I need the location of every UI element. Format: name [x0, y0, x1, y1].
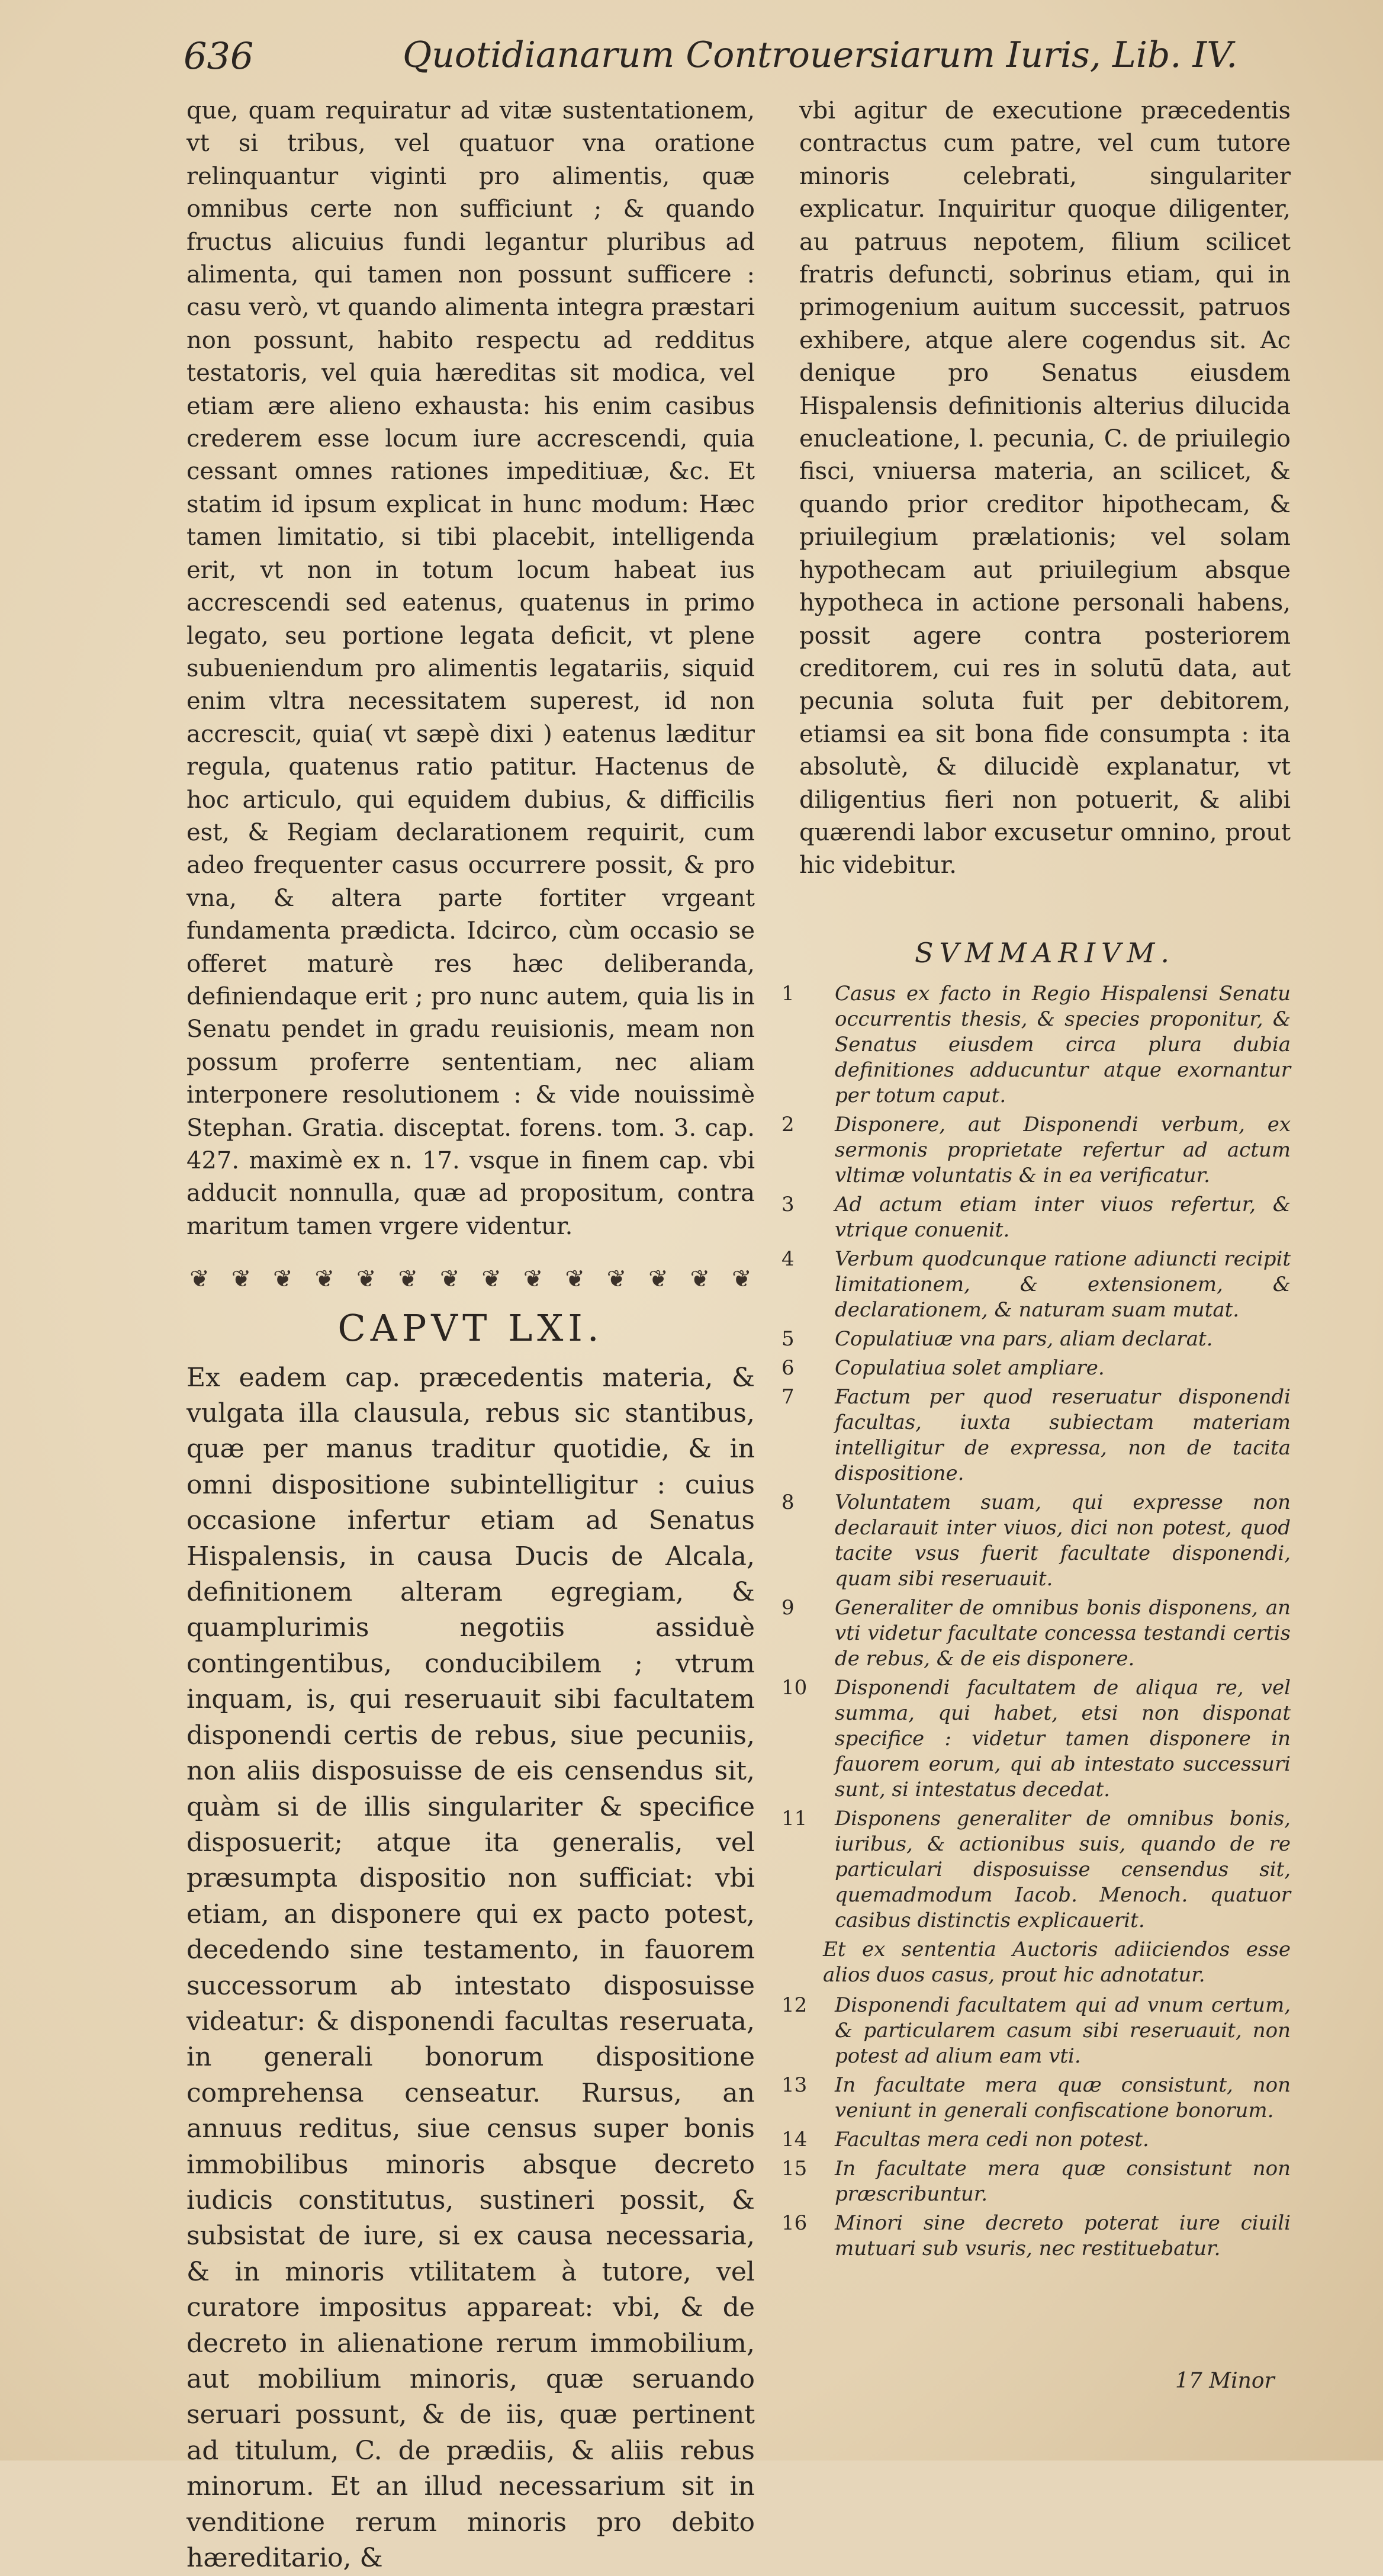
summarium-note: Et ex sententia Auctoris adiiciendos esse alios duos casus, prout hic adnotatur.: [823, 1938, 1291, 1987]
summarium-item: [781, 1490, 1291, 1592]
summarium-item: [781, 1385, 1291, 1486]
summarium-item-number: 11: [781, 1807, 808, 1831]
summarium-item-text: In facultate mera quæ consistunt non præscribuntur.: [835, 2157, 1291, 2206]
fleuron-icon: ❦: [231, 1265, 252, 1293]
chapter-title: CAPVT LXI.: [337, 1306, 604, 1350]
summarium-item-text: Casus ex facto in Regio Hispalensi Senatu occurrentis thesis, & species proponitur, & Senatus eiusdem circa plura dubia definitiones adducuntur atque exornantur per totum caput.: [835, 982, 1291, 1108]
summarium-item: [781, 1675, 1291, 1803]
summarium-item-text: Copulatiuæ vna pars, aliam declarat.: [835, 1327, 1213, 1351]
summarium-item: [781, 1112, 1291, 1189]
summarium-item-text: Voluntatem suam, qui expresse non declarauit inter viuos, dici non potest, quod tacite vsus fuerit facultate disponendi, quam sibi reseruauit.: [835, 1491, 1291, 1591]
summarium-item-number: 5: [781, 1327, 795, 1351]
fleuron-icon: ❦: [314, 1265, 335, 1293]
summarium-item-number: 14: [781, 2128, 808, 2152]
summarium-item-text: In facultate mera quæ consistunt, non veniunt in generali confiscatione bonorum.: [835, 2073, 1291, 2123]
catchword: 17 Minor: [1175, 2369, 1275, 2393]
summarium-item: [781, 1595, 1291, 1672]
summarium-item-text: Verbum quodcunque ratione adiuncti recipit limitationem, & extensionem, & declarationem, & naturam suam mutat.: [835, 1247, 1291, 1322]
summarium-item: [781, 1247, 1291, 1323]
fleuron-icon: ❦: [690, 1265, 710, 1293]
fleuron-icon: ❦: [732, 1265, 752, 1293]
summarium-item-number: 15: [781, 2157, 808, 2181]
summarium-item-text: Ad actum etiam inter viuos refertur, & vtrique conuenit.: [835, 1193, 1291, 1242]
summarium-item-text: Factum per quod reseruatur disponendi facultas, iuxta subiectam materiam intelligitur de expressa, non de tacita dispositione.: [835, 1385, 1291, 1486]
ornamental-divider: [186, 1264, 755, 1294]
page-number: 636: [184, 34, 254, 78]
summarium-item-number: 1: [781, 982, 795, 1006]
summarium-item-text: Minori sine decreto poterat iure ciuili mutuari sub vsuris, nec restituebatur.: [835, 2211, 1291, 2261]
chapter-argument: Ex eadem cap. præcedentis materia, & vulgata illa clausula, rebus sic stantibus, quæ per manus traditur quotidie, & in omni dispositione subintelligitur : cuius occasione infertur etiam ad Senatus Hispalensis, in causa Ducis de Alcala, definitionem alteram egregiam, & quamplurimis negotiis assiduè contingentibus, conducibilem ; vtrum inquam, is, qui reseruauit sibi facultatem disponendi certis de rebus, siue pecuniis, non aliis disposuisse de eis censendus sit, quàm si de illis singulariter & specifice disposuerit; atque ita generalis, vel præsumpta dispositio non sufficiat: vbi etiam, an disponere qui ex pacto potest, decedendo sine testamento, in fauorem successorum ab intestato disposuisse videatur: & disponendi facultas reseruata, in generali bonorum dispositione comprehensa censeatur. Rursus, an annuus reditus, siue census super bonis immobilibus minoris absque decreto iudicis constitutus, sustineri possit, & subsistat de iure, si ex causa necessaria, & in minoris vtilitatem à tutore, vel curatore impositus appareat: vbi, & de decreto in alienatione rerum immobilium, aut mobilium minoris, quæ seruando seruari possunt, & de iis, quæ pertinent ad titulum, C. de prædiis, & aliis rebus minorum. Et an illud necessarium sit in venditione rerum minoris pro debito hæreditario, &: [186, 1362, 755, 2574]
summarium-item: [781, 2127, 1291, 2153]
summarium-item-text: Facultas mera cedi non potest.: [835, 2128, 1149, 2152]
fleuron-icon: ❦: [356, 1265, 377, 1293]
continuation-paragraph-right: vbi agitur de executione præcedentis contractus cum patre, vel cum tutore minoris celebrati, singulariter explicatur. Inquiritur quoque diligenter, au patruus nepotem, filium scilicet fratris defuncti, sobrinus etiam, qui in primogenium auitum successit, patruos exhibere, atque alere cogendus sit. Ac denique pro Senatus eiusdem Hispalensis definitionis alterius dilucida enucleatione, l. pecunia, C. de priuilegio fisci, vniuersa materia, an scilicet, & quando prior creditor hipothecam, & priuilegium prælationis; vel solam hypothecam aut priuilegium absque hypotheca in actione personali habens, possit agere contra posteriorem creditorem, cui res in solutū data, aut pecunia soluta fuit per debitorem, etiamsi ea sit bona fide consumpta : ita absolutè, & dilucidè explanatur, vt diligentius fieri non potuerit, & alibi quærendi labor excusetur omnino, prout hic videbitur.: [799, 97, 1291, 879]
summarium-item: [781, 1806, 1291, 1933]
summarium-item: [781, 2156, 1291, 2207]
summarium-item-number: 16: [781, 2211, 808, 2235]
summarium-item-number: 8: [781, 1491, 795, 1515]
summarium-heading: SVMMARIVM.: [915, 936, 1175, 969]
summarium-item-text: Disponens generaliter de omnibus bonis, iuribus, & actionibus suis, quando de re particulari disposuisse censendus sit, quemadmodum Iacob. Menoch. quatuor casibus distinctis explicauerit.: [835, 1807, 1291, 1933]
fleuron-icon: ❦: [481, 1265, 501, 1293]
summarium-item-text: Disponere, aut Disponendi verbum, ex sermonis proprietate refertur ad actum vltimæ voluntatis & in ea verificatur.: [835, 1113, 1291, 1188]
summarium-item-number: 6: [781, 1356, 795, 1380]
fleuron-icon: ❦: [523, 1265, 543, 1293]
summarium-item-number: 7: [781, 1385, 795, 1409]
running-title: Quotidianarum Controuersiarum Iuris, Lib. IV.: [403, 34, 1238, 76]
summarium-item-number: 13: [781, 2073, 808, 2098]
right-column: [781, 95, 1291, 2265]
summarium-item-number: 4: [781, 1247, 795, 1271]
summarium-item-number: 12: [781, 1993, 808, 2018]
fleuron-icon: ❦: [439, 1265, 460, 1293]
summarium-item: [781, 2073, 1291, 2124]
page-header: [178, 34, 1238, 82]
fleuron-icon: ❦: [565, 1265, 585, 1293]
summarium-item-text: Disponendi facultatem qui ad vnum certum, & particularem casum sibi reseruauit, non potest ad alium eam vti.: [835, 1993, 1291, 2068]
fleuron-icon: ❦: [606, 1265, 627, 1293]
summarium-item: [781, 2211, 1291, 2262]
fleuron-icon: ❦: [273, 1265, 293, 1293]
fleuron-icon: ❦: [648, 1265, 668, 1293]
summarium-item-number: 10: [781, 1676, 808, 1700]
summarium-item: [781, 1993, 1291, 2069]
summarium-item: [781, 981, 1291, 1109]
summarium-item: [781, 1192, 1291, 1243]
summarium-item: [781, 1356, 1291, 1381]
summarium-item-text: Generaliter de omnibus bonis disponens, an vti videtur facultate concessa testandi certis de rebus, & de eis disponere.: [835, 1596, 1291, 1671]
left-column: [186, 95, 755, 2576]
fleuron-icon: ❦: [398, 1265, 419, 1293]
fleuron-icon: ❦: [189, 1265, 210, 1293]
summarium-item-number: 9: [781, 1596, 795, 1620]
summarium-item-number: 2: [781, 1113, 795, 1137]
summarium-item-number: 3: [781, 1193, 795, 1217]
continuation-paragraph-left: que, quam requiratur ad vitæ sustentationem, vt si tribus, vel quatuor vna oratione relinquantur viginti pro alimentis, quæ omnibus certe non sufficiunt ; & quando fructus alicuius fundi legantur pluribus ad alimenta, qui tamen non possunt sufficere : casu verò, vt quando alimenta integra præstari non possunt, habito respectu ad redditus testatoris, vel quia hæreditas sit modica, vel etiam ære alieno exhausta: his enim casibus crederem esse locum iure accrescendi, quia cessant omnes rationes impeditiuæ, &c. Et statim id ipsum explicat in hunc modum: Hæc tamen limitatio, si tibi placebit, intelligenda erit, vt non in totum locum habeat ius accrescendi sed eatenus, quatenus in primo legato, seu portione legata deficit, vt plene subueniendum pro alimentis legatariis, siquid enim vltra necessitatem superest, id non accrescit, quia( vt sæpè dixi ) eatenus læditur regula, quatenus ratio patitur. Hactenus de hoc articulo, qui equidem dubius, & difficilis est, & Regiam declarationem requirit, cum adeo frequenter casus occurrere possit, & pro vna, & altera parte fortiter vrgeant fundamenta prædicta. Idcirco, cùm occasio se offeret maturè res hæc deliberanda, definiendaque erit ; pro nunc autem, quia lis in Senatu pendet in gradu reuisionis, meam non possum proferre sententiam, nec aliam interponere resolutionem : & vide nouissimè Stephan. Gratia. disceptat. forens. tom. 3. cap. 427. maximè ex n. 17. vsque in finem cap. vbi adducit nonnulla, quæ ad propositum, contra maritum tamen vrgere videntur.: [186, 97, 755, 1240]
summarium-item-text: Disponendi facultatem de aliqua re, vel summa, qui habet, etsi non disponat specifice : videtur tamen disponere in fauorem eorum, qui ab intestato successuri sunt, si intestatus decedat.: [835, 1676, 1291, 1802]
summarium-list: [781, 981, 1291, 2262]
summarium-item: [781, 1326, 1291, 1352]
summarium-item-text: Copulatiua solet ampliare.: [835, 1356, 1105, 1380]
